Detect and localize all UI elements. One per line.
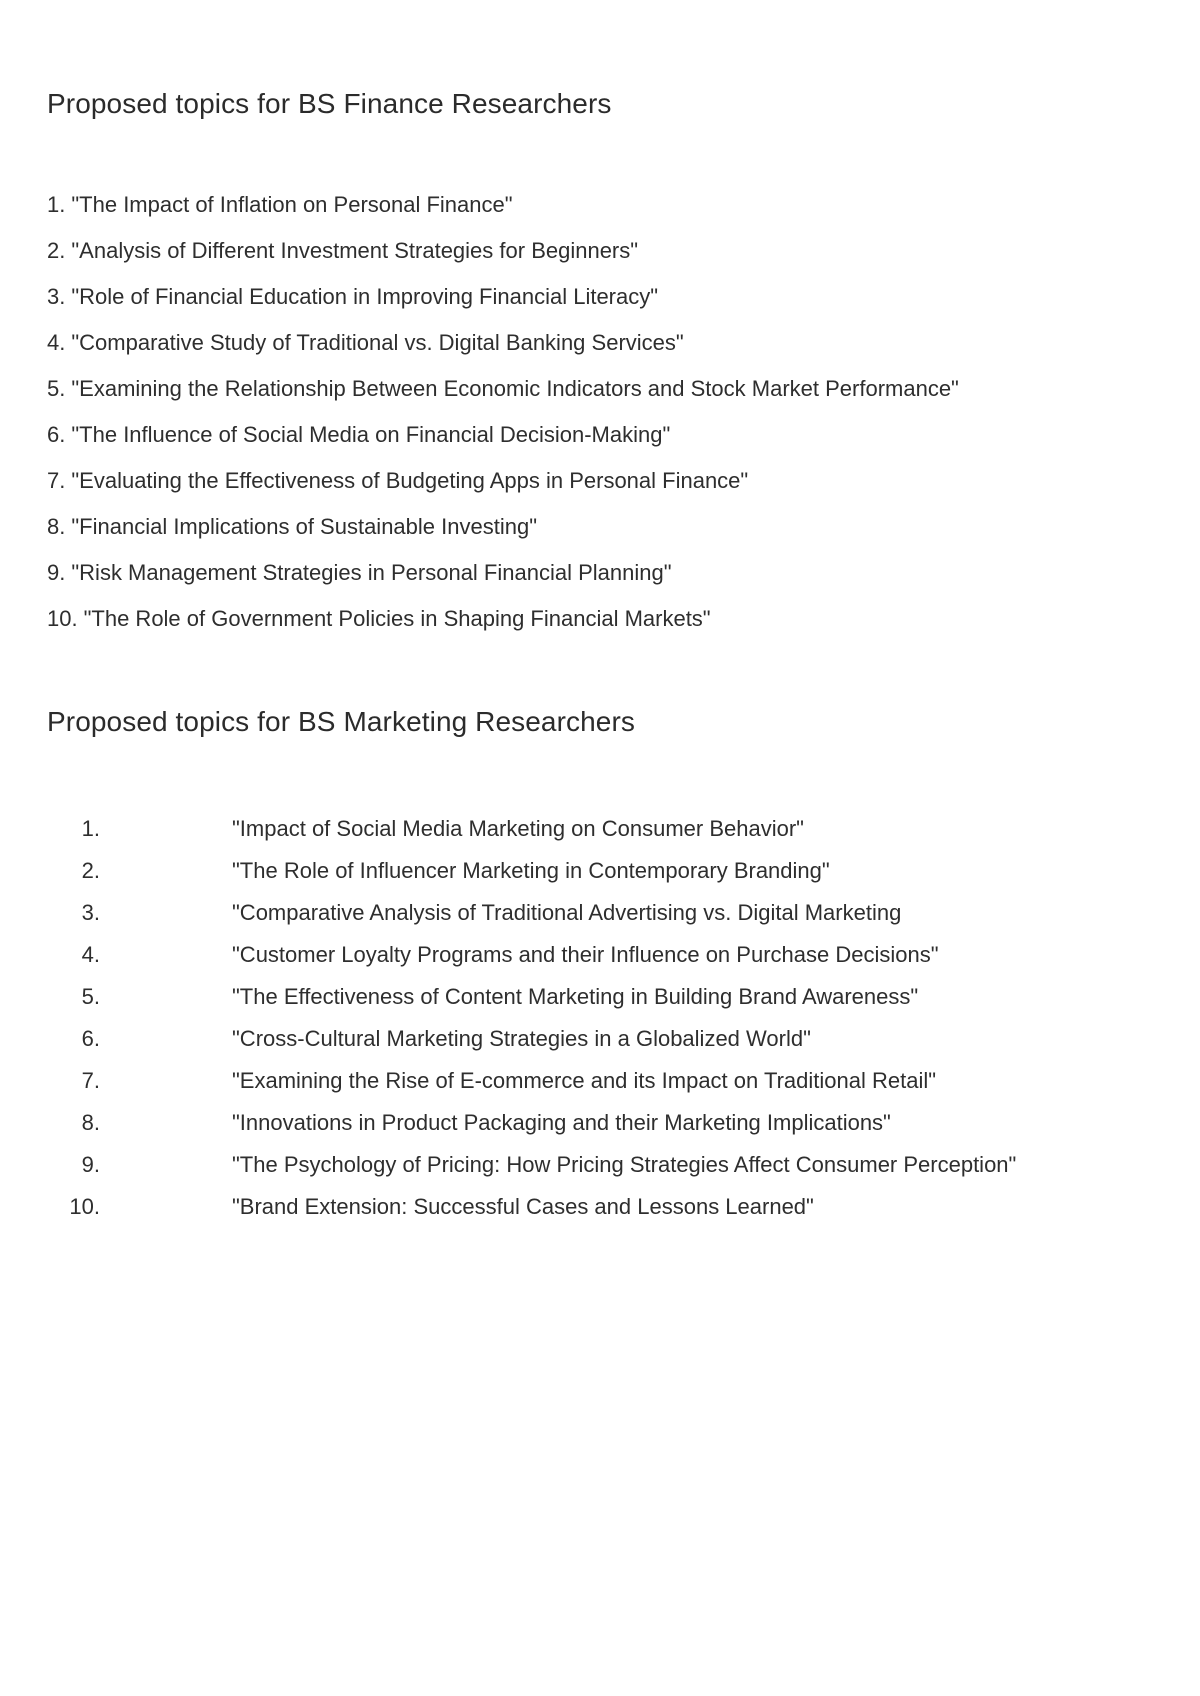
marketing-topic-item xyxy=(0,1060,1200,1102)
item-number: 4. xyxy=(81,942,100,967)
item-text: "Analysis of Different Investment Strategies for Beginners" xyxy=(71,238,639,263)
item-text: "Impact of Social Media Marketing on Consumer Behavior" xyxy=(232,816,804,841)
finance-topic-item xyxy=(47,466,959,512)
item-text: "The Effectiveness of Content Marketing in Building Brand Awareness" xyxy=(232,984,919,1009)
item-text: "Brand Extension: Successful Cases and Lessons Learned" xyxy=(232,1194,814,1219)
item-text: "Financial Implications of Sustainable Investing" xyxy=(71,514,538,539)
marketing-topic-item xyxy=(0,808,1200,850)
finance-topic-item xyxy=(47,328,959,374)
marketing-topic-item xyxy=(0,850,1200,892)
marketing-topic-item xyxy=(0,1102,1200,1144)
marketing-topic-item xyxy=(0,892,1200,934)
item-text: "Role of Financial Education in Improving Financial Literacy" xyxy=(71,284,659,309)
item-number: 1. xyxy=(47,192,66,217)
item-text: "The Role of Influencer Marketing in Contemporary Branding" xyxy=(232,858,830,883)
item-text: "Examining the Relationship Between Economic Indicators and Stock Market Performance" xyxy=(71,376,959,401)
marketing-topic-item xyxy=(0,934,1200,976)
finance-topic-item xyxy=(47,604,959,650)
item-text: "The Impact of Inflation on Personal Finance" xyxy=(71,192,513,217)
item-number: 7. xyxy=(81,1068,100,1093)
item-number: 9. xyxy=(47,560,66,585)
item-number: 2. xyxy=(47,238,66,263)
finance-topic-item xyxy=(47,512,959,558)
item-number: 6. xyxy=(81,1026,100,1051)
item-text: "The Psychology of Pricing: How Pricing Strategies Affect Consumer Perception" xyxy=(232,1152,1017,1177)
item-text: "Cross-Cultural Marketing Strategies in a Globalized World" xyxy=(232,1026,811,1051)
item-text: "Customer Loyalty Programs and their Influence on Purchase Decisions" xyxy=(232,942,939,967)
finance-section-heading: Proposed topics for BS Finance Researchers xyxy=(47,88,612,119)
item-number: 3. xyxy=(47,284,66,309)
item-number: 5. xyxy=(81,984,100,1009)
finance-topic-item xyxy=(47,558,959,604)
marketing-topic-item xyxy=(0,1018,1200,1060)
item-text: "Evaluating the Effectiveness of Budgeting Apps in Personal Finance" xyxy=(71,468,749,493)
item-number: 8. xyxy=(47,514,66,539)
finance-topic-item xyxy=(47,374,959,420)
item-text: "The Role of Government Policies in Shaping Financial Markets" xyxy=(83,606,711,631)
marketing-topic-item xyxy=(0,1186,1200,1228)
item-text: "Examining the Rise of E-commerce and its Impact on Traditional Retail" xyxy=(232,1068,937,1093)
finance-topic-list xyxy=(47,190,959,650)
item-number: 3. xyxy=(81,900,100,925)
item-number: 2. xyxy=(81,858,100,883)
item-number: 9. xyxy=(81,1152,100,1177)
item-number: 10. xyxy=(69,1194,100,1219)
item-text: "Innovations in Product Packaging and their Marketing Implications" xyxy=(232,1110,891,1135)
finance-topic-item xyxy=(47,190,959,236)
marketing-topic-list xyxy=(0,808,1200,1228)
item-number: 6. xyxy=(47,422,66,447)
item-number: 8. xyxy=(81,1110,100,1135)
item-number: 10. xyxy=(47,606,78,631)
item-number: 5. xyxy=(47,376,66,401)
finance-topic-item xyxy=(47,236,959,282)
finance-topic-item xyxy=(47,282,959,328)
item-number: 1. xyxy=(81,816,100,841)
finance-topic-item xyxy=(47,420,959,466)
item-text: "Comparative Study of Traditional vs. Digital Banking Services" xyxy=(71,330,684,355)
marketing-topic-item xyxy=(0,976,1200,1018)
item-number: 7. xyxy=(47,468,66,493)
item-text: "Risk Management Strategies in Personal Financial Planning" xyxy=(71,560,672,585)
item-number: 4. xyxy=(47,330,66,355)
item-text: "The Influence of Social Media on Financial Decision-Making" xyxy=(71,422,671,447)
item-text: "Comparative Analysis of Traditional Advertising vs. Digital Marketing xyxy=(232,900,902,925)
marketing-section-heading: Proposed topics for BS Marketing Researchers xyxy=(47,706,635,737)
marketing-topic-item xyxy=(0,1144,1200,1186)
